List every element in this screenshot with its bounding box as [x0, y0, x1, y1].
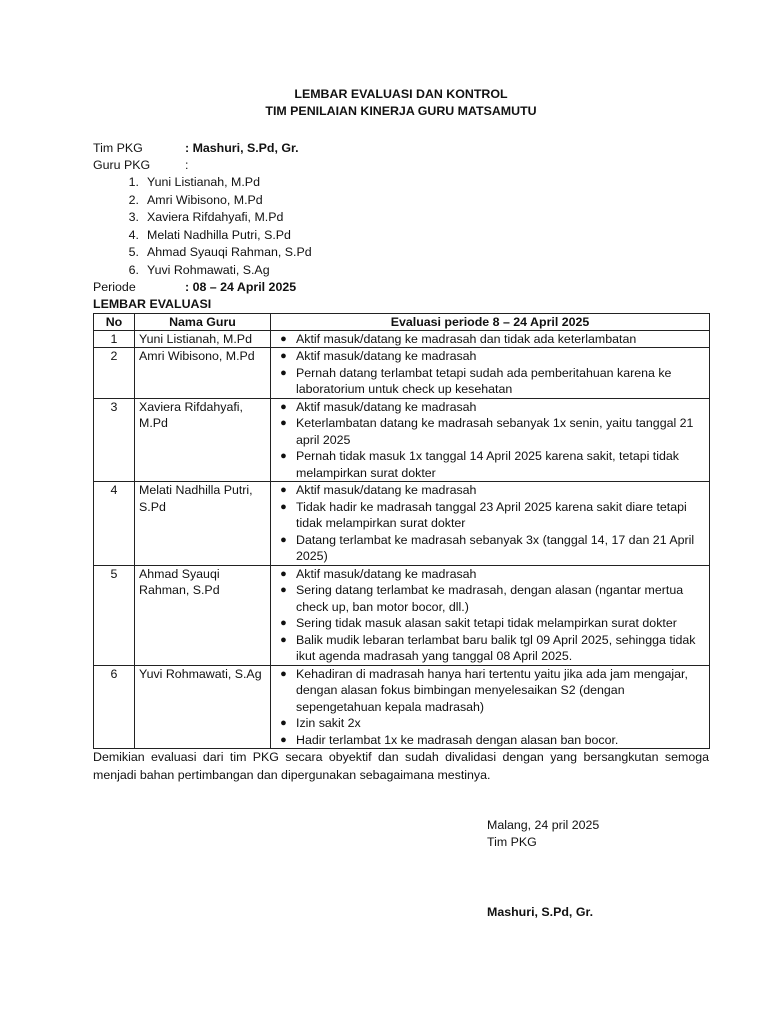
evaluasi-item — [271, 666, 705, 716]
bullet-icon: ● — [280, 617, 287, 629]
signature-name: Mashuri, S.Pd, Gr. — [487, 905, 594, 919]
row-no: 5 — [94, 565, 135, 665]
bullet-icon: ● — [280, 400, 287, 413]
evaluasi-item-text: Keterlambatan datang ke madrasah sebanyak 1x senin, yaitu tanggal 21 april 2025 — [296, 416, 694, 447]
document-title-line1: LEMBAR EVALUASI DAN KONTROL — [294, 87, 508, 101]
bullet-icon: ● — [280, 533, 287, 546]
row-nama-guru: Ahmad Syauqi Rahman, S.Pd — [135, 565, 271, 665]
section-title: LEMBAR EVALUASI — [93, 297, 212, 311]
evaluasi-list — [271, 348, 705, 398]
tim-pkg-value: : Mashuri, S.Pd, Gr. — [185, 141, 299, 155]
header-evaluasi: Evaluasi periode 8 – 24 April 2025 — [271, 313, 710, 330]
row-evaluasi — [271, 348, 710, 399]
table-row — [94, 330, 710, 348]
row-evaluasi — [271, 482, 710, 566]
evaluasi-item — [271, 365, 705, 398]
bullet-icon: ● — [280, 584, 287, 596]
table-body — [94, 330, 710, 749]
bullet-icon: ● — [280, 567, 287, 580]
evaluasi-item — [271, 482, 705, 499]
evaluasi-item-text: Kehadiran di madrasah hanya hari tertentu yaitu jika ada jam mengajar, dengan alasan fokus bimbingan menyelesaikan S2 (dengan sepengetahuan kepala madrasah) — [296, 666, 688, 714]
row-nama-guru: Melati Nadhilla Putri, S.Pd — [135, 482, 271, 566]
guru-name: Yuni Listianah, M.Pd — [147, 175, 260, 189]
tim-pkg-row — [93, 140, 709, 157]
evaluasi-item-text: Tidak hadir ke madrasah tanggal 23 April 2025 karena sakit diare tetapi tidak melampirkan surat dokter — [296, 499, 687, 530]
document-page — [93, 86, 709, 784]
evaluasi-item — [271, 615, 705, 632]
header-nama-guru: Nama Guru — [135, 313, 271, 330]
bullet-icon: ● — [280, 332, 287, 345]
closing-paragraph: Demikian evaluasi dari tim PKG secara obyektif dan sudah divalidasi dengan yang bersangkutan semoga menjadi bahan pertimbangan dan dipergunakan sebagaimana mestinya. — [93, 750, 709, 782]
table-row — [94, 348, 710, 399]
guru-name: Amri Wibisono, M.Pd — [147, 192, 263, 207]
evaluasi-item-text: Aktif masuk/datang ke madrasah — [296, 399, 477, 414]
evaluasi-item-text: Pernah tidak masuk 1x tanggal 14 April 2025 karena sakit, tetapi tidak melampirkan surat dokter — [296, 449, 679, 480]
periode-value: : 08 – 24 April 2025 — [185, 280, 297, 294]
guru-pkg-row — [93, 157, 709, 174]
row-no: 4 — [94, 482, 135, 566]
document-title-line2: TIM PENILAIAN KINERJA GURU MATSAMUTU — [265, 104, 537, 118]
row-no: 6 — [94, 665, 135, 749]
periode-label: Periode — [93, 280, 136, 294]
row-no: 1 — [94, 330, 135, 348]
guru-list-item — [93, 227, 709, 245]
evaluation-table — [93, 313, 710, 750]
row-nama-guru: Yuni Listianah, M.Pd — [135, 330, 271, 348]
bullet-icon: ● — [280, 633, 287, 646]
table-row — [94, 665, 710, 749]
evaluasi-item — [271, 732, 705, 749]
evaluasi-item — [271, 348, 705, 365]
evaluasi-item-text: Aktif masuk/datang ke madrasah — [296, 483, 477, 497]
row-evaluasi — [271, 565, 710, 665]
guru-name: Ahmad Syauqi Rahman, S.Pd — [147, 245, 312, 259]
guru-list-item — [93, 192, 709, 210]
row-nama-guru: Xaviera Rifdahyafi, M.Pd — [135, 398, 271, 482]
evaluasi-item — [271, 499, 705, 532]
bullet-icon: ● — [280, 366, 287, 379]
row-evaluasi — [271, 330, 710, 348]
evaluasi-list — [271, 331, 705, 348]
guru-num: 6. — [128, 262, 139, 277]
bullet-icon: ● — [280, 717, 287, 729]
guru-name: Xaviera Rifdahyafi, M.Pd — [147, 210, 284, 224]
table-row — [94, 565, 710, 665]
bullet-icon: ● — [280, 417, 287, 429]
guru-num: 3. — [128, 210, 139, 224]
evaluasi-item-text: Pernah datang terlambat tetapi sudah ada pemberitahuan karena ke laboratorium untuk check up kesehatan — [296, 365, 672, 396]
guru-num: 4. — [128, 227, 139, 242]
guru-list-item — [93, 209, 709, 227]
bullet-icon: ● — [280, 450, 287, 462]
guru-list-item — [93, 174, 709, 192]
guru-pkg-colon: : — [185, 158, 189, 172]
signature-role: Tim PKG — [487, 835, 537, 849]
guru-pkg-label: Guru PKG — [93, 158, 151, 172]
guru-list-item — [93, 244, 709, 262]
guru-num: 2. — [128, 192, 139, 207]
signature-place-date: Malang, 24 pril 2025 — [487, 818, 600, 832]
bullet-icon: ● — [280, 350, 287, 362]
bullet-icon: ● — [280, 667, 287, 680]
periode-row — [93, 279, 709, 296]
evaluasi-item-text: Hadir terlambat 1x ke madrasah dengan alasan ban bocor. — [296, 732, 619, 747]
evaluasi-item-text: Aktif masuk/datang ke madrasah — [296, 566, 477, 581]
header-no: No — [94, 313, 135, 330]
evaluasi-item-text: Aktif masuk/datang ke madrasah — [296, 349, 477, 363]
evaluasi-item-text: Sering datang terlambat ke madrasah, dengan alasan (ngantar mertua check up, ban motor bocor, dll.) — [296, 583, 684, 614]
evaluasi-item-text: Aktif masuk/datang ke madrasah dan tidak ada keterlambatan — [296, 331, 637, 346]
evaluasi-item — [271, 582, 705, 615]
row-nama-guru: Yuvi Rohmawati, S.Ag — [135, 665, 271, 749]
evaluasi-list — [271, 666, 705, 749]
table-row — [94, 482, 710, 566]
evaluasi-list — [271, 566, 705, 665]
evaluasi-item — [271, 331, 705, 348]
guru-name: Melati Nadhilla Putri, S.Pd — [147, 227, 291, 242]
bullet-icon: ● — [280, 500, 287, 513]
evaluasi-item — [271, 399, 705, 416]
guru-num: 5. — [128, 245, 139, 259]
guru-num: 1. — [128, 175, 139, 189]
evaluasi-item-text: Izin sakit 2x — [296, 716, 361, 730]
guru-list — [93, 174, 709, 279]
evaluasi-item-text: Datang terlambat ke madrasah sebanyak 3x (tanggal 14, 17 dan 21 April 2025) — [296, 532, 695, 563]
row-no: 3 — [94, 398, 135, 482]
table-header-row — [94, 313, 710, 330]
evaluasi-item — [271, 532, 705, 565]
evaluasi-item-text: Sering tidak masuk alasan sakit tetapi tidak melampirkan surat dokter — [296, 616, 677, 630]
row-evaluasi — [271, 665, 710, 749]
evaluasi-list — [271, 399, 705, 482]
evaluasi-item-text: Balik mudik lebaran terlambat baru balik tgl 09 April 2025, sehingga tidak ikut agenda madrasah yang tanggal 08 April 2025. — [296, 632, 696, 663]
table-row — [94, 398, 710, 482]
evaluasi-item — [271, 448, 705, 481]
evaluasi-item — [271, 715, 705, 732]
row-nama-guru: Amri Wibisono, M.Pd — [135, 348, 271, 399]
row-evaluasi — [271, 398, 710, 482]
bullet-icon: ● — [280, 733, 287, 746]
tim-pkg-label: Tim PKG — [93, 141, 143, 155]
bullet-icon: ● — [280, 484, 287, 496]
evaluasi-item — [271, 415, 705, 448]
guru-list-item — [93, 262, 709, 280]
guru-name: Yuvi Rohmawati, S.Ag — [147, 262, 270, 277]
evaluasi-item — [271, 632, 705, 665]
row-no: 2 — [94, 348, 135, 399]
evaluasi-list — [271, 482, 705, 565]
evaluasi-item — [271, 566, 705, 583]
